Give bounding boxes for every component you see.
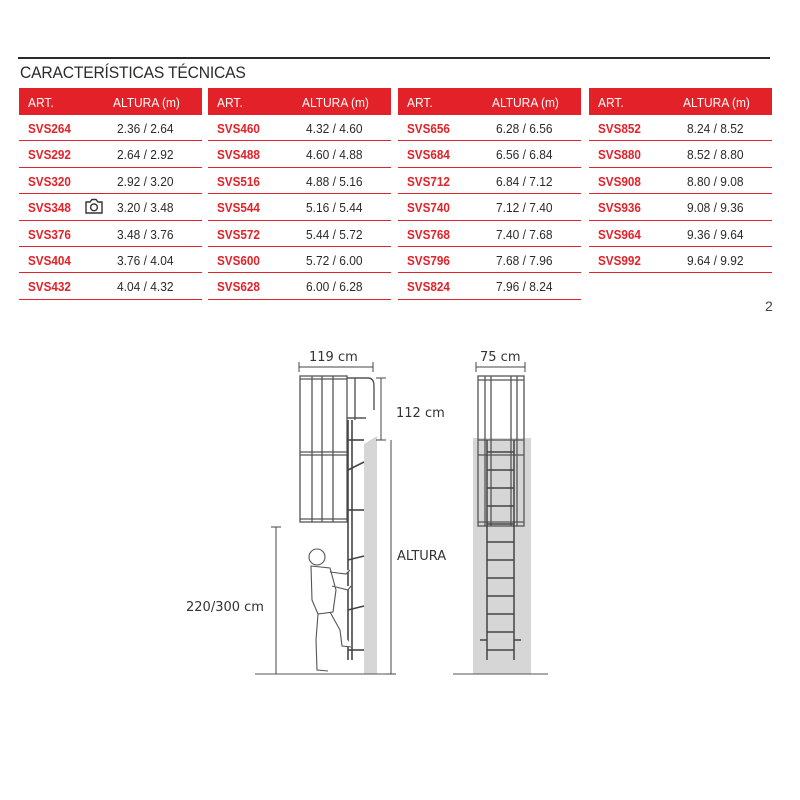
height-range: 9.08 / 9.36	[687, 200, 744, 216]
header-altura: ALTURA (m)	[492, 95, 559, 110]
article-code: SVS712	[407, 173, 450, 189]
height-range: 3.76 / 4.04	[117, 252, 174, 268]
header-altura: ALTURA (m)	[683, 95, 750, 110]
dim-cage-height: 112 cm	[396, 406, 445, 421]
height-range: 6.56 / 6.84	[496, 147, 553, 163]
article-code: SVS740	[407, 200, 450, 216]
height-range: 3.48 / 3.76	[117, 226, 174, 242]
dim-220-300	[271, 527, 281, 674]
ladder-side	[348, 420, 364, 660]
height-range: 8.52 / 8.80	[687, 147, 744, 163]
height-range: 3.20 / 3.48	[117, 200, 174, 216]
height-range: 2.64 / 2.92	[117, 147, 174, 163]
header-art: ART.	[28, 95, 54, 110]
article-code: SVS852	[598, 121, 641, 136]
article-code: SVS656	[407, 121, 450, 136]
header-art: ART.	[217, 95, 243, 110]
article-code: SVS992	[598, 252, 641, 268]
height-range: 2.92 / 3.20	[117, 173, 174, 189]
height-range: 8.24 / 8.52	[687, 121, 744, 136]
header-altura: ALTURA (m)	[113, 95, 180, 110]
height-range: 6.00 / 6.28	[306, 279, 363, 295]
article-code: SVS908	[598, 173, 641, 189]
dim-112	[376, 378, 386, 440]
height-range: 5.72 / 6.00	[306, 252, 363, 268]
height-range: 9.36 / 9.64	[687, 226, 744, 242]
article-code: SVS320	[28, 173, 71, 189]
article-code: SVS544	[217, 200, 260, 216]
article-code: SVS936	[598, 200, 641, 216]
dim-bottom-height: 220/300 cm	[186, 600, 264, 615]
dim-width-front: 75 cm	[480, 350, 521, 365]
article-code: SVS404	[28, 252, 71, 268]
wall-side	[364, 436, 377, 674]
handrail-side	[347, 378, 374, 420]
article-code: SVS432	[28, 279, 71, 295]
height-range: 4.88 / 5.16	[306, 173, 363, 189]
article-code: SVS628	[217, 279, 260, 295]
article-code: SVS460	[217, 121, 260, 136]
article-code: SVS824	[407, 279, 450, 295]
height-range: 2.36 / 2.64	[117, 121, 174, 136]
height-range: 6.84 / 7.12	[496, 173, 553, 189]
article-code: SVS516	[217, 173, 260, 189]
height-range: 5.44 / 5.72	[306, 226, 363, 242]
height-range: 7.12 / 7.40	[496, 200, 553, 216]
height-range: 4.60 / 4.88	[306, 147, 363, 163]
article-code: SVS264	[28, 121, 71, 136]
dim-altura	[386, 440, 396, 674]
dim-width-side: 119 cm	[309, 350, 358, 365]
article-code: SVS572	[217, 226, 260, 242]
height-range: 9.64 / 9.92	[687, 252, 744, 268]
height-range: 7.40 / 7.68	[496, 226, 553, 242]
article-code: SVS488	[217, 147, 260, 163]
person-icon	[309, 549, 352, 671]
article-code: SVS768	[407, 226, 450, 242]
header-art: ART.	[407, 95, 433, 110]
cage-side	[300, 376, 347, 522]
article-code: SVS600	[217, 252, 260, 268]
height-range: 7.68 / 7.96	[496, 252, 553, 268]
article-code: SVS964	[598, 226, 641, 242]
article-code: SVS292	[28, 147, 71, 163]
header-altura: ALTURA (m)	[302, 95, 369, 110]
article-code: SVS348	[28, 200, 71, 216]
article-code: SVS880	[598, 147, 641, 163]
article-code: SVS684	[407, 147, 450, 163]
wall-front	[473, 438, 531, 674]
page-mark: 2	[765, 298, 773, 314]
section-title: CARACTERÍSTICAS TÉCNICAS	[20, 63, 246, 82]
height-range: 7.96 / 8.24	[496, 279, 553, 295]
article-code: SVS796	[407, 252, 450, 268]
height-range: 6.28 / 6.56	[496, 121, 553, 136]
height-range: 5.16 / 5.44	[306, 200, 363, 216]
height-range: 4.04 / 4.32	[117, 279, 174, 295]
article-code: SVS376	[28, 226, 71, 242]
dim-height-label: ALTURA	[397, 549, 447, 564]
height-range: 4.32 / 4.60	[306, 121, 363, 136]
height-range: 8.80 / 9.08	[687, 173, 744, 189]
header-art: ART.	[598, 95, 624, 110]
